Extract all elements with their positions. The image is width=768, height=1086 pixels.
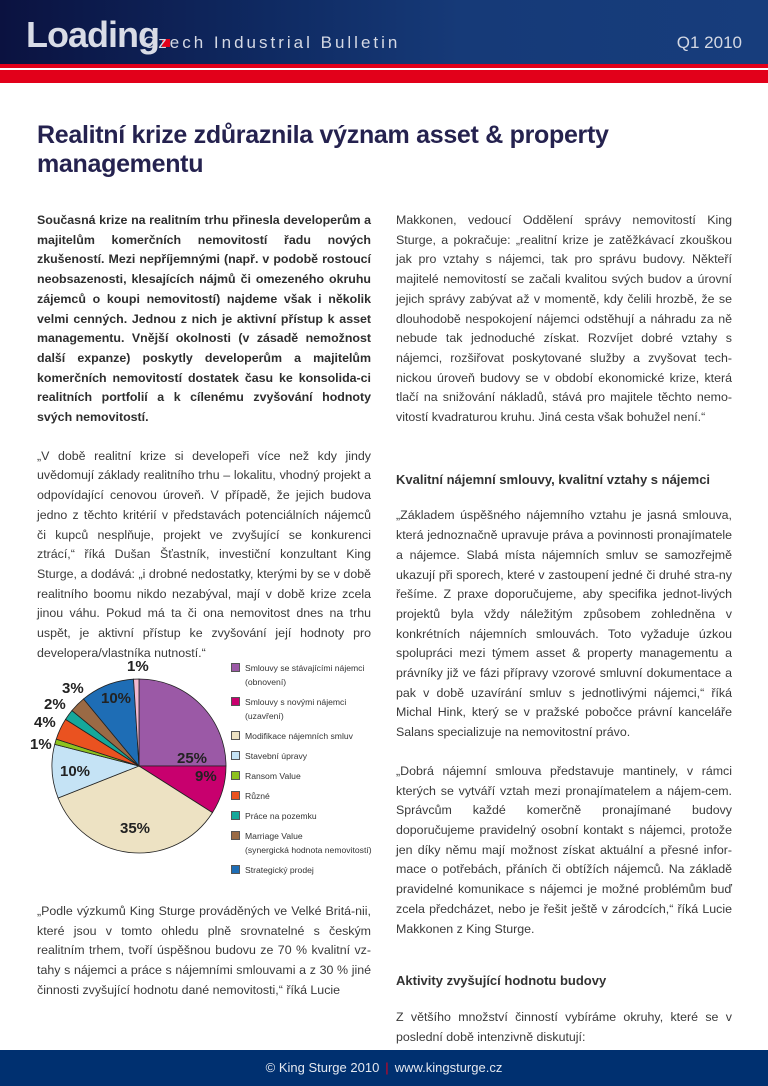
footer-separator: | (385, 1060, 389, 1075)
slice-label: 3% (62, 680, 84, 697)
paragraph: „V době realitní krize si developeři více než kdy jindy uvědomují základy realitního trhu – lokalitu, vhodný projekt a odpovídající cenovou úroveň. V případě, že jejich budova jedno z těchto kritérií v představách potenciálních nájemců či kupců nesplňuje, projekt ve zvyšující se konkurenci ztrácí,“ říká Dušan Šťastník, investiční konzultant King Sturge, a dodává: „i drobné nedostatky, kterými by se v době realitního boomu nikdo nezabýval, mají v době krize zcela jinou váhu. Pokud má ta či ona nemovitost dnes na trhu uspět, je aktivní přístup ke zvyšování její hodnoty pro developera/vlastníka nutností.“ (37, 448, 371, 660)
slice-label: 25% (177, 750, 208, 767)
legend-swatch-icon (231, 791, 240, 800)
legend-item (231, 809, 391, 823)
website-link[interactable]: www.kingsturge.cz (394, 1060, 503, 1075)
paragraph: Makkonen, vedoucí Oddělení správy nemovitostí King Sturge, a pokračuje: „realitní krize je zatěžkávací zkouškou jak pro vztahy s nájemci, tak pro správu budovy. Někteří majitelé nemovitostí se začali kvalitou svých budov a úrovní jejich správy zabývat až v momentě, kdy čelili hrozbě, že se dlouhodobě nespokojení nájemci odstěhují a náhradu za ně nebude tak jednoduché získat. Rozvíjet dobré vztahy s nájemci, rozšiřovat poskytované služby a zvyšovat tech-nickou úroveň budovy se v období ekonomické krize, která tlačí na snižování nákladů, stává pro majitele těchto nemo-vitostí kvadraturou kruhu. Jiná cesta však bohužel není.“ (396, 213, 732, 425)
article-title: Realitní krize zdůraznila význam asset & property managementu (37, 121, 609, 178)
legend-swatch-icon (231, 731, 240, 740)
masthead (0, 0, 768, 64)
paragraph: „Dobrá nájemní smlouva představuje mantinely, v rámci kterých se vytváří vztah mezi pronajímatelem a nájem-cem. Správcům každé komerčně pronajímané budovy doporučujeme pravidelný osobní kontakt s nájemci, protože jen díky němu mají možnost získat aktuální a přesné infor-mace o potřebách, přáních či obtížích nájemců. Na základě pravidelné komunikace s nájemci je možné problémům buď zcela předcházet, nebo je řešit ještě v zárodcích,“ říká Lucie Makkonen z King Sturge. (396, 763, 732, 936)
legend-item (231, 863, 391, 877)
legend-item (231, 769, 391, 783)
legend-label: Smlouvy s novými nájemci (uzavření) (245, 697, 347, 721)
slice-label: 10% (60, 763, 91, 780)
legend-swatch-icon (231, 697, 240, 706)
bulletin-subtitle: Czech Industrial Bulletin (143, 33, 401, 52)
right-column (396, 211, 732, 1066)
logo-text: Loading (26, 14, 159, 55)
footer-text (0, 1060, 768, 1075)
legend-item (231, 729, 391, 743)
paragraph: „Podle výzkumů King Sturge prováděných ve Velké Britá-nii, které jsou v tomto ohledu plně srovnatelné s českým realitním trhem, tvoří úspěšnou budovu ze 70 % kvalitní vz-tahy s nájemci a práce s nájemními smlouvami a z 30 % jiné činnosti zvyšující hodnotu dané nemovitosti,“ říká Lucie (37, 904, 371, 997)
paragraph: Z většího množství činností vybíráme okruhy, které se v poslední době intenzivně diskutují: (396, 1009, 732, 1044)
legend-label: Ransom Value (245, 771, 301, 781)
slice-label: 35% (120, 820, 151, 837)
section-heading: Kvalitní nájemní smlouvy, kvalitní vztahy s nájemci (396, 471, 711, 487)
legend-label: Smlouvy se stávajícími nájemci (obnovení) (245, 663, 365, 687)
slice-label: 4% (34, 714, 56, 731)
paragraph: „Základem úspěšného nájemního vztahu je jasná smlouva, která jednoznačně upravuje práva a povinnosti pronajímatele a nájemce. Slabá místa nájemních smluv se samozřejmě ukazují při sporech, které v zastoupení jedné či druhé stra-ny řešíme. Z praxe doporučujeme, aby specifika jednot-livých projektů byla vždy náležitým způsobem zohledněna v konkrétních nájemních smlouvách. Toto vyžaduje úzkou spolupráci mezi týmem asset & property managementu a právníky již ve fázi přípravy vzorové smluvní dokumentace a pak v době uzavírání smluv s jednotlivými nájemci,“ říká Michal Hink, který se v pražské pobočce právní kanceláře Salans specializuje na nemovitostní právo. (396, 508, 732, 740)
issue-label: Q1 2010 (676, 33, 742, 52)
legend-label: Stavební úpravy (245, 751, 308, 761)
legend-item (231, 789, 391, 803)
legend-label: Marriage Value (synergická hodnota nemovitostí) (245, 831, 372, 855)
left-column (37, 211, 371, 682)
slice-label: 2% (44, 696, 66, 713)
lead-paragraph: Současná krize na realitním trhu přinesla developerům a majitelům komerčních nemovitostí řadu nových zkušeností. Mezi nepříjemnými (např. v podobě rostoucí neobsazenosti, klesajících nájmů či omezeného okruhu zájemců o koupi nemovitostí) najdeme však i několik velmi cenných. Jednou z nich je aktivní přístup k asset managementu. Vnější okolnosti (v zásadě nemožnost další expanze) poskytly developerům a majitelům komerčních nemovitostí dostatek času ke konsolida-ci realitních portfolií a k cílenému zvyšování hodnoty svých nemovitostí. (37, 213, 371, 425)
legend-swatch-icon (231, 663, 240, 672)
legend-swatch-icon (231, 811, 240, 820)
legend-label: Práce na pozemku (245, 811, 317, 821)
left-column-bottom (37, 902, 371, 1020)
footer (0, 1050, 768, 1086)
legend-label: Modifikace nájemních smluv (245, 731, 353, 741)
copyright: © King Sturge 2010 (265, 1060, 380, 1075)
legend-swatch-icon (231, 771, 240, 780)
legend-item (231, 749, 391, 763)
legend-label: Různé (245, 791, 270, 801)
legend-item (231, 829, 391, 857)
legend-swatch-icon (231, 831, 240, 840)
section-heading: Aktivity zvyšující hodnotu budovy (396, 973, 607, 989)
chart-legend (231, 661, 391, 883)
legend-item (231, 661, 391, 689)
legend-swatch-icon (231, 865, 240, 874)
header-red-band-lower (0, 70, 768, 83)
legend-swatch-icon (231, 751, 240, 760)
slice-label: 9% (195, 768, 217, 785)
slice-label: 10% (101, 690, 132, 707)
slice-label: 1% (127, 658, 149, 675)
legend-label: Strategický prodej (245, 865, 314, 875)
legend-item (231, 695, 391, 723)
pie-chart-graphic (30, 655, 230, 870)
slice-label: 1% (30, 736, 52, 753)
